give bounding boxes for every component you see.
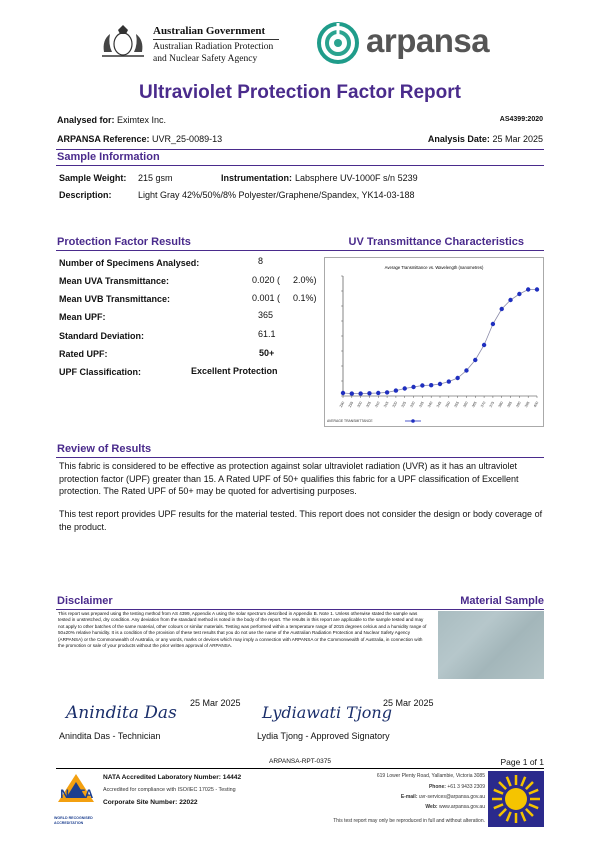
- data-point: [385, 390, 389, 394]
- nata-sub-1: WORLD RECOGNISED: [54, 816, 93, 820]
- x-tick-label: 295: [347, 400, 355, 409]
- data-point: [403, 386, 407, 390]
- gov-title: Australian Government: [153, 25, 266, 37]
- brand-name: arpansa: [366, 22, 490, 59]
- standard-ref: AS4399:2020: [499, 116, 543, 123]
- x-tick-label: 345: [435, 400, 443, 409]
- corporate-site: Corporate Site Number: 22022: [103, 799, 198, 806]
- data-point: [517, 292, 521, 296]
- uvb-percent: 0.1%): [293, 293, 317, 303]
- chart-legend: AVERAGE TRANSMITTANCE: [327, 419, 373, 423]
- x-tick-label: 310: [374, 400, 381, 409]
- instrumentation-value: Labsphere UV-1000F s/n 5239: [295, 173, 418, 183]
- nata-logo-text: NATA: [60, 787, 94, 801]
- data-point: [526, 287, 530, 291]
- review-paragraph-1: This fabric is considered to be effective as protection against solar ultraviolet radiation (UVR) as it has an ultraviolet protection factor (UPF) greater than 15. A Rated UPF of 50+ qualifies this fabric for a UPF classification of Excellent protection. The Rated UPF of 50+ may be quoted for advertising purposes.: [59, 461, 519, 497]
- rated-upf-value: 50+: [259, 348, 275, 358]
- x-tick-label: 350: [444, 400, 452, 409]
- signature-date-2: 25 Mar 2025: [383, 698, 434, 708]
- description-value: Light Gray 42%/50%/8% Polyester/Graphene/Spandex, YK14-03-188: [138, 190, 415, 200]
- data-point: [535, 287, 539, 291]
- disclaimer-heading: Disclaimer: [57, 595, 113, 607]
- specimens-label: Number of Specimens Analysed:: [59, 258, 200, 268]
- material-sample-image: [438, 611, 544, 679]
- review-heading: Review of Results: [57, 443, 152, 455]
- gov-agency-line2: and Nuclear Safety Agency: [153, 54, 258, 64]
- analysed-for: [57, 115, 166, 125]
- chart-title: Average Transmittance vs. Wavelength (nanometres): [384, 265, 484, 270]
- x-tick-label: 305: [365, 400, 372, 409]
- x-tick-label: 365: [471, 400, 478, 409]
- uv-heading: UV Transmittance Characteristics: [348, 236, 524, 248]
- x-tick-label: 385: [506, 400, 513, 409]
- data-point: [394, 388, 398, 392]
- x-tick-label: 375: [488, 400, 496, 409]
- divider: [56, 457, 544, 458]
- divider: [56, 165, 544, 166]
- analysed-for-label: Analysed for:: [57, 115, 115, 125]
- data-point: [350, 391, 354, 395]
- uvb-value: 0.001 (: [252, 293, 281, 303]
- divider: [56, 149, 544, 150]
- technician-signature: Anindita Das: [66, 703, 177, 723]
- gov-divider: [153, 39, 279, 40]
- nata-accreditation: NATA Accredited Laboratory Number: 14442: [103, 774, 242, 781]
- data-point: [500, 307, 504, 311]
- data-point: [420, 383, 424, 387]
- data-point: [358, 391, 362, 395]
- disclaimer-text: This report was prepared using the testing method from AS 4399, Appendix A using the solar spectrum described in Appendix B. Note 1. Unless otherwise stated the sample was tested in unstretched, dry condition. Any deviation from the standard method is noted in the body of the report. The results in this report are applicable to the sample tested and may not apply to other batches of the same material, other colours or similar materials. Testing was performed within a temperature range of 2015 degrees celcius and a humidity range of 50±20% relative humidity. It is a condition of the provision of these test results that you do not use the name of the Australian Radiation Protection and Nuclear Safety Agency (ARPANSA) or the Commonwealth of Australia, or any words, marks or devices which may imply a connection with ARPANSA or the Commonwealth of Australia, in connection with the promotion or sale of your products without the prior written approval of ARPANSA.: [58, 611, 427, 649]
- web-value[interactable]: www.arpansa.gov.au: [438, 804, 485, 810]
- gov-agency-line1: Australian Radiation Protection: [153, 42, 274, 52]
- legend-marker: [411, 419, 415, 423]
- data-point: [491, 322, 495, 326]
- x-tick-label: 380: [497, 400, 505, 409]
- uva-percent: 2.0%): [293, 275, 317, 285]
- data-point: [367, 391, 371, 395]
- x-tick-label: 355: [453, 400, 461, 409]
- address: 619 Lower Plenty Road, Yallambie, Victoria 3085: [376, 773, 485, 779]
- data-point: [464, 368, 468, 372]
- web-line[interactable]: [425, 804, 485, 810]
- uva-value: 0.020 (: [252, 275, 281, 285]
- material-sample-heading: Material Sample: [460, 595, 544, 607]
- data-point: [411, 385, 415, 389]
- series-line: [343, 290, 537, 394]
- signature-date-1: 25 Mar 2025: [190, 698, 241, 708]
- x-tick-label: 290: [338, 400, 346, 409]
- web-label: Web:: [425, 804, 438, 810]
- nata-compliance: Accredited for compliance with ISO/IEC 17025 - Testing: [103, 787, 236, 793]
- x-tick-label: 330: [409, 400, 416, 409]
- email-line[interactable]: [401, 794, 485, 800]
- data-point: [376, 391, 380, 395]
- x-tick-label: 340: [427, 400, 434, 409]
- instrumentation-label: Instrumentation:: [221, 173, 292, 183]
- page-number: Page 1 of 1: [500, 757, 544, 767]
- sample-info-heading: Sample Information: [57, 151, 160, 163]
- government-crest-icon: [98, 22, 148, 62]
- x-tick-label: 315: [382, 400, 390, 409]
- x-tick-label: 320: [391, 400, 399, 409]
- email-value[interactable]: uvr-services@arpansa.gov.au: [418, 794, 485, 800]
- classification-label: UPF Classification:: [59, 367, 142, 377]
- reproduction-notice: This test report may only be reproduced in full and without alteration.: [333, 818, 485, 824]
- report-title: Ultraviolet Protection Factor Report: [139, 82, 461, 103]
- chart-svg: [325, 258, 543, 426]
- specimens-value: 8: [258, 256, 264, 266]
- uvb-label: Mean UVB Transmittance:: [59, 294, 171, 304]
- footer-divider: [56, 768, 544, 769]
- analysis-date-label: Analysis Date:: [427, 134, 490, 144]
- reference-value: UVR_25-0089-13: [152, 134, 223, 144]
- uva-label: Mean UVA Transmittance:: [59, 276, 170, 286]
- x-tick-label: 300: [356, 400, 364, 409]
- data-point: [473, 358, 477, 362]
- email-label: E-mail:: [400, 794, 418, 800]
- mean-upf-value: 365: [258, 310, 274, 320]
- arpansa-logo-icon: [314, 20, 362, 66]
- divider: [56, 609, 544, 610]
- divider: [56, 250, 544, 251]
- x-tick-label: 400: [532, 400, 540, 409]
- signatory-signature: Lydiawati Tjong: [262, 703, 392, 722]
- analysis-date: [428, 134, 543, 144]
- description-label: Description:: [59, 190, 112, 200]
- rated-upf-label: Rated UPF:: [59, 349, 108, 359]
- x-tick-label: 370: [479, 400, 487, 409]
- phone-label: Phone:: [428, 784, 446, 790]
- sun-logo-icon: [488, 771, 544, 827]
- phone-line: [429, 784, 485, 790]
- data-point: [508, 298, 512, 302]
- data-point: [341, 391, 345, 395]
- analysis-date-value: 25 Mar 2025: [492, 134, 543, 144]
- sample-weight-label: Sample Weight:: [59, 173, 127, 183]
- classification-value: Excellent Protection: [191, 366, 278, 376]
- x-tick-label: 335: [418, 400, 425, 409]
- x-tick-label: 395: [524, 400, 531, 409]
- nata-sub-2: ACCREDITATION: [54, 821, 84, 825]
- signatory-name: Lydia Tjong - Approved Signatory: [257, 731, 390, 741]
- uv-chart: [324, 257, 544, 427]
- technician-name: Anindita Das - Technician: [59, 731, 161, 741]
- std-dev-value: 61.1: [258, 329, 276, 339]
- std-dev-label: Standard Deviation:: [59, 331, 145, 341]
- data-point: [482, 343, 486, 347]
- x-tick-label: 325: [400, 400, 408, 409]
- phone-value: +61 3 9433 2309: [447, 784, 485, 790]
- arpansa-reference: [57, 134, 222, 144]
- form-number: ARPANSA-RPT-0375: [268, 758, 331, 765]
- x-tick-label: 390: [515, 400, 522, 409]
- data-point: [455, 376, 459, 380]
- sample-weight-value: 215 gsm: [138, 173, 173, 183]
- x-tick-label: 360: [462, 400, 469, 409]
- data-point: [438, 382, 442, 386]
- data-point: [447, 379, 451, 383]
- mean-upf-label: Mean UPF:: [59, 312, 106, 322]
- data-point: [429, 383, 433, 387]
- reference-label: ARPANSA Reference:: [57, 134, 150, 144]
- review-paragraph-2: This test report provides UPF results for the material tested. This report does not consider the design or body coverage of the product.: [59, 509, 543, 532]
- analysed-for-value: Eximtex Inc.: [117, 115, 167, 125]
- protection-heading: Protection Factor Results: [57, 236, 191, 248]
